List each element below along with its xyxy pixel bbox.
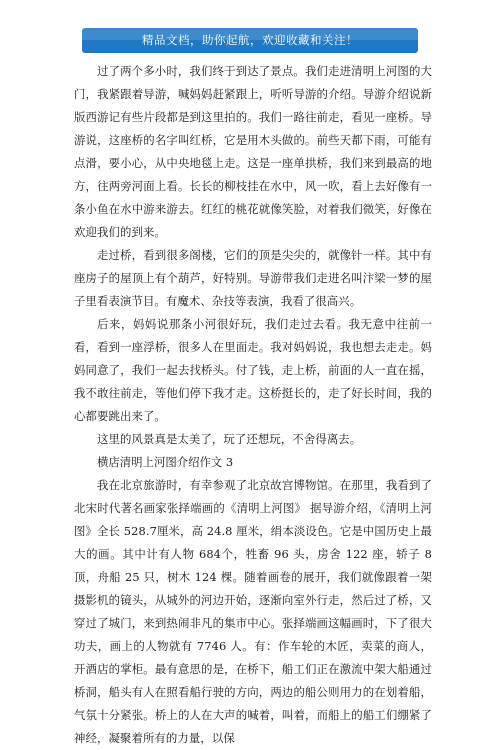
paragraph-2: 走过桥，看到很多阁楼，它们的顶是尖尖的，就像针一样。其中有座房子的屋顶上有个葫芦，好特别。导游带我们走进名叫汴梁一梦的屋子里看表演节目。有魔术、杂技等表演，我看了很高兴。 bbox=[74, 248, 432, 308]
document-body bbox=[74, 60, 432, 750]
header-banner bbox=[0, 0, 500, 58]
paragraph-3: 后来，妈妈说那条小河很好玩，我们走过去看。我无意中往前一看，看到一座浮桥，很多人在里面走。我对妈妈说，我也想去走走。妈妈同意了，我们一起去找桥头。付了钱，走上桥，前面的人一直在摇，我不敢往前走，等他们停下我才走。这桥挺长的，走了好长时间，我的心都要跳出来了。 bbox=[74, 317, 432, 423]
section-paragraph-1: 我在北京旅游时，有幸参观了北京故宫博物馆。在那里，我看到了北宋时代著名画家张择端画的《清明上河图》 据导游介绍，《清明上河图》全长 528.7厘米，高 24.8 厘米，绢本淡设色。它是中国历史上最大的画。其中计有人物 684个，牲畜 96 头，房舍 122 座，轿子 8 顶，舟船 25 只，树木 124 棵。随着画卷的展开，我们就像跟着一架摄影机的镜头，从城外的河边开始，逐渐向室外行走，然后过了桥，又穿过了城门，来到热闹非凡的集市中心。张择端画这幅画时，下了很大功夫，画上的人物就有 7746 人。有：作车轮的木匠，卖菜的商人，开酒店的掌柜。最有意思的是，在桥下，船工们正在激流中架大船通过桥洞，船头有人在照看船行驶的方向，两边的船公则用力的在划着船，气氛十分紧张。桥上的人在大声的喊着，叫着，而船上的船工们绷紧了神经，凝聚着所有的力量，以保 bbox=[74, 478, 432, 745]
paragraph-4: 这里的风景真是太美了，玩了还想玩，不舍得离去。 bbox=[97, 432, 362, 446]
banner-text: 精品文档，助你起航，欢迎收藏和关注！ bbox=[142, 33, 358, 47]
banner-bar bbox=[82, 28, 418, 53]
paragraph-1: 过了两个多小时，我们终于到达了景点。我们走进清明上河图的大门，我紧跟着导游，喊妈妈赶紧跟上，听听导游的介绍。导游介绍说新版西游记有些片段都是到这里拍的。我们一路往前走，看见一座桥。导游说，这座桥的名字叫红桥，它是用木头做的。前些天都下雨，可能有点滑，要小心，从中央地毯上走。这是一座单拱桥，我们来到最高的地方，往两旁河面上看。长长的柳枝挂在水中，风一吹，看上去好像有一条小鱼在水中游来游去。红红的桃花就像笑脸，对着我们微笑，好像在欢迎我们的到来。 bbox=[74, 64, 432, 239]
section-title: 横店清明上河图介绍作文 3 bbox=[97, 455, 234, 469]
